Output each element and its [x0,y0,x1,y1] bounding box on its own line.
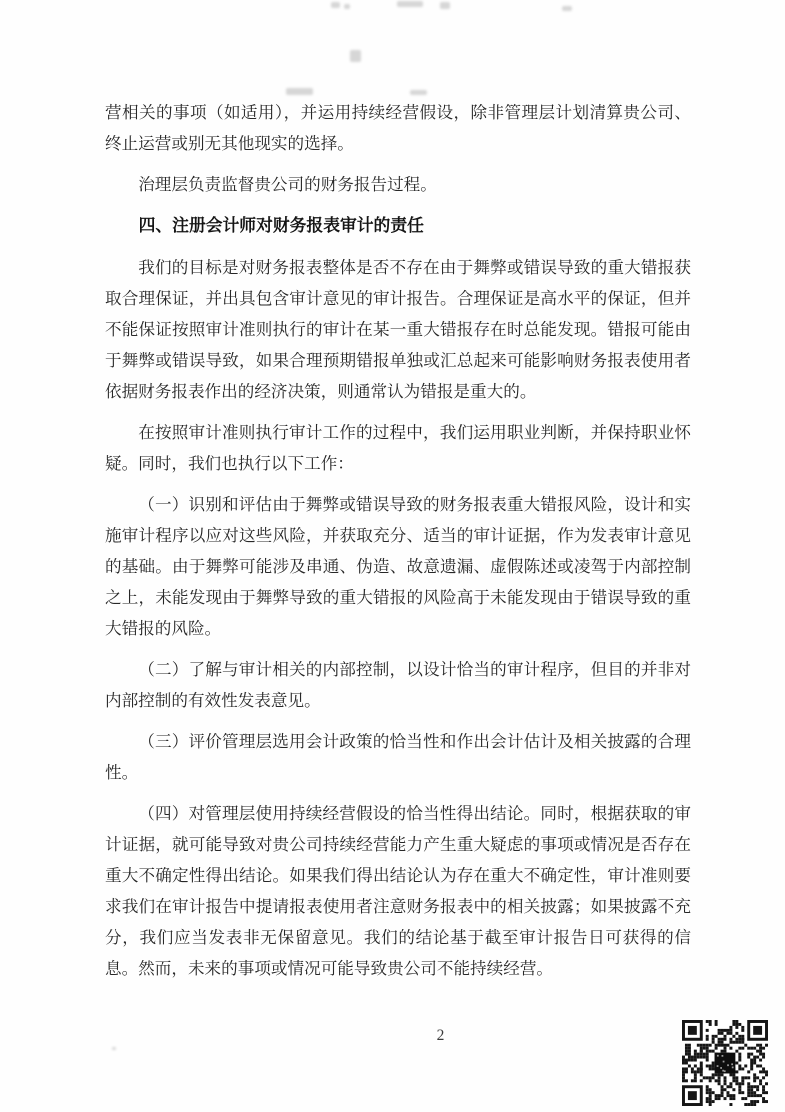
paragraph-continuation: 营相关的事项（如适用），并运用持续经营假设，除非管理层计划清算贵公司、终止运营或别无其他现实的选择。 [105,103,691,153]
paragraph-governance: 治理层负责监督贵公司的财务报告过程。 [138,175,437,194]
scan-smudge [331,2,340,8]
scan-smudge [350,50,361,62]
paragraph-judgment: 在按照审计准则执行审计工作的过程中，我们运用职业判断，并保持职业怀疑。同时，我们也执行以下工作： [105,423,691,473]
scan-smudge [397,1,423,7]
section-heading: 四、注册会计师对财务报表审计的责任 [138,216,424,235]
page-content [105,97,691,994]
page-number: 2 [436,1027,445,1044]
scan-smudge [562,6,572,11]
scan-smudge [344,4,350,9]
scan-smudge [440,2,450,9]
paragraph-item-2: （二）了解与审计相关的内部控制，以设计恰当的审计程序，但目的并非对内部控制的有效性发表意见。 [105,660,691,710]
paragraph-item-1: （一）识别和评估由于舞弊或错误导致的财务报表重大错报风险，设计和实施审计程序以应对这些风险，并获取充分、适当的审计证据，作为发表审计意见的基础。由于舞弊可能涉及串通、伪造、故意遗漏、虚假陈述或凌驾于内部控制之上，未能发现由于舞弊导致的重大错报的风险高于未能发现由于错误导致的重大错报的风险。 [105,495,691,638]
scan-smudge [410,90,427,95]
qr-code [682,1020,768,1106]
paragraph-item-4: （四）对管理层使用持续经营假设的恰当性得出结论。同时，根据获取的审计证据，就可能导致对贵公司持续经营能力产生重大疑虑的事项或情况是否存在重大不确定性得出结论。如果我们得出结论认为存在重大不确定性，审计准则要求我们在审计报告中提请报表使用者注意财务报表中的相关披露；如果披露不充分，我们应当发表非无保留意见。我们的结论基于截至审计报告日可获得的信息。然而，未来的事项或情况可能导致贵公司不能持续经营。 [105,804,691,978]
scan-smudge [286,88,313,95]
scan-smudge [112,1047,116,1050]
paragraph-item-3: （三）评价管理层选用会计政策的恰当性和作出会计估计及相关披露的合理性。 [105,732,691,782]
paragraph-objective: 我们的目标是对财务报表整体是否不存在由于舞弊或错误导致的重大错报获取合理保证，并出具包含审计意见的审计报告。合理保证是高水平的保证，但并不能保证按照审计准则执行的审计在某一重大错报存在时总能发现。错报可能由于舞弊或错误导致，如果合理预期错报单独或汇总起来可能影响财务报表使用者依据财务报表作出的经济决策，则通常认为错报是重大的。 [105,258,691,401]
